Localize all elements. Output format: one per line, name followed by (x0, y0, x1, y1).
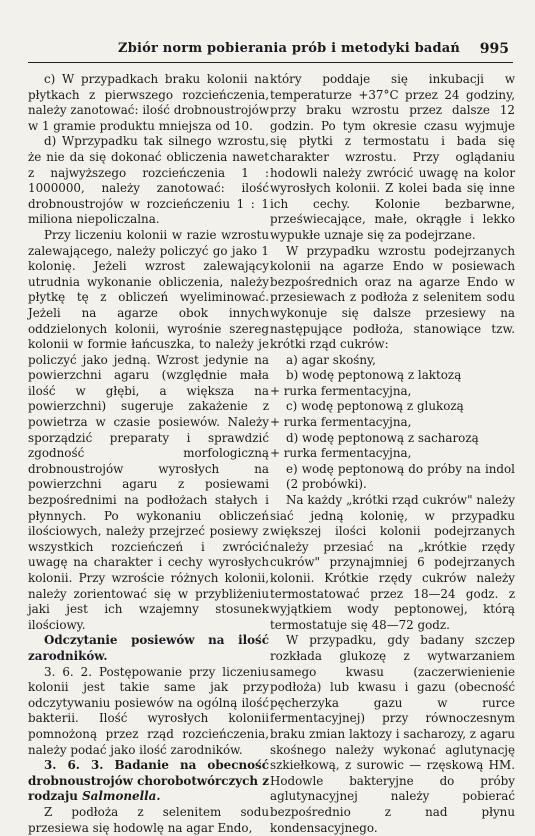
right-column (270, 72, 515, 836)
section-heading-3-6-3 (28, 758, 269, 805)
paragraph-counting: Przy liczeniu kolonii w razie wzrostu zalewającego, należy policzyć go jako 1 kolonię. Jeżeli wzrost zalewający utrudnia wykonanie obliczenia, należy płytkę tę z obliczeń wyeliminować. Jeżeli na agarze obok innych oddzielonych kolonii, wyrośnie szereg kolonii w formie łańcuszka, to należy je policzyć jako jedną. Wzrost jedynie na powierzchni agaru (względnie mała ilość w głębi, a większa na powierzchni) sugeruje zakażenie z powietrza w czasie posiewów. Należy sporządzić preparaty i sprawdzić zgodność morfologiczną drobnoustrojów wyrosłych na powierzchni agaru z posiewami bezpośrednimi na podłożach stałych i płynnych. Po wykonaniu obliczeń ilościowych, należy przejrzeć posiewy z wszystkich rozcieńczeń i zwrócić uwagę na charakter i cechy wyrosłych kolonii. Przy wzroście różnych kolonii, należy zorientować się w przybliżeniu jaki jest ich wzajemny stosunek ilościowy. (28, 227, 269, 632)
list-item: d) wodę peptonową z sacharozą (286, 430, 479, 445)
paragraph-selenite: Z podłoża z selenitem sodu przesiewa się hodowlę na agar Endo, (28, 804, 269, 835)
left-column (28, 72, 269, 836)
list-item: a) agar skośny, (286, 352, 376, 367)
paragraph-3-6-2: 3. 6. 2. Postępowanie przy liczeniu kolonii jest takie same jak przy odczytywaniu posiewów na ogólną ilość bakterii. Ilość wyrosłych kolonii pomnożoną przez rząd rozcieńczenia, należy podać jako ilość zarodników. (28, 664, 269, 757)
genus-name: Salmonella. (82, 789, 161, 804)
list-item: + rurka fermentacyjna, (270, 383, 412, 398)
list-item: + rurka fermentacyjna, (270, 415, 412, 430)
list-item: c) wodę peptonową z glukozą (286, 399, 464, 414)
list-item: e) wodę peptonową do próby na indol (2 probówki). (286, 461, 515, 492)
paragraph-glucose: W przypadku, gdy badany szczep rozkłada glukozę z wytwarzaniem samego kwasu (zaczerwienienie podłoża) lub kwasu i gazu (obecność pęcherzyka gazu w rurce fermentacyjnej) przy równoczesnym braku zmian laktozy i sacharozy, z agaru skośnego należy wykonać aglutynację szkiełkową, z surowic — rzęskową HM. Hodowle bakteryjne do próby aglutynacyjnej należy pobierać bezpośrednio z nad płynu kondensacyjnego. (270, 633, 515, 835)
paragraph-c: c) W przypadkach braku kolonii na płytkach z pierwszego rozcieńczenia, należy zanotować: ilość drobnoustrojów w 1 gramie produktu mniejsza od 10. (28, 72, 269, 133)
paragraph-short-row: Na każdy „krótki rząd cukrów" należy siać jedną kolonię, w przypadku większej ilości kolonii podejrzanych należy przesiać na „krótkie rzędy cukrów" przynajmniej 6 podejrzanych kolonii. Krótkie rzędy cukrów należy termostatować przez 18—24 godz. z wyjątkiem wody peptonowej, którą termostatuje się 48—72 godz. (270, 493, 515, 632)
paragraph-suspect-colonies: W przypadku wzrostu podejrzanych kolonii na agarze Endo w posiewach bezpośrednich oraz na agarze Endo w przesiewach z podłoża z selenitem sodu wykonuje się dalsze przesiewy na następujące podłoża, stanowiące tzw. krótki rząd cukrów: (270, 243, 515, 352)
list-item: b) wodę peptonową z laktozą (286, 368, 462, 383)
section-heading-spores: Odczytanie posiewów na ilość zarodników. (28, 633, 269, 663)
list-item: + rurka fermentacyjna, (270, 446, 412, 461)
paragraph-incubation: który poddaje się inkubacji w temperaturze +37°C przez 24 godziny, przy braku wzrostu przez dalsze 12 godzin. Po tym okresie czasu wyjmuje się płytki z termostatu i bada się charakter wzrostu. Przy oglądaniu hodowli należy zwrócić uwagę na kolor wyrosłych kolonii. Z kolei bada się inne ich cechy. Kolonie bezbarwne, przeświecające, małe, okrągłe i lekko wypukłe uznaje się za podejrzane. (270, 72, 515, 242)
sugar-row-list (270, 353, 515, 493)
page-number: 995 (479, 41, 509, 57)
running-header (28, 40, 513, 63)
section-heading-text: 3. 6. 3. Badanie na obecność drobnoustrojów chorobotwórczych z rodzaju (28, 758, 269, 804)
header-title: Zbiór norm pobierania prób i metodyki badań (118, 41, 461, 56)
paragraph-d: d) Wprzypadku tak silnego wzrostu, że nie da się dokonać obliczenia nawet z najwyższego rozcieńczenia 1 : 1000000, należy zanotować: ilość drobnoustrojów w rozcieńczeniu 1 : 1 miliona niepoliczalna. (28, 134, 269, 227)
